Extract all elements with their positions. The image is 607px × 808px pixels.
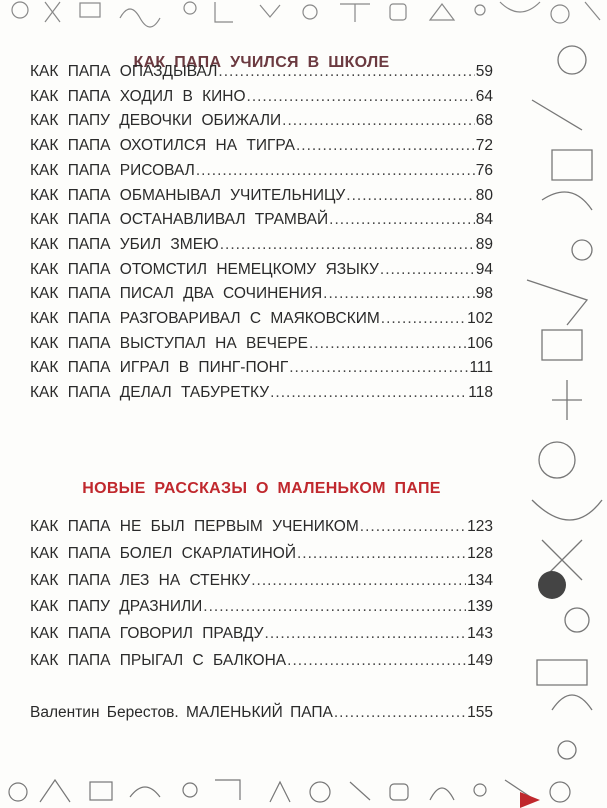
entry-page: 59	[475, 63, 493, 80]
entry-title: КАК ПАПА ОБМАНЫВАЛ УЧИТЕЛЬНИЦУ	[30, 186, 346, 204]
dot-leader	[309, 335, 466, 353]
toc-entry[interactable]	[30, 310, 493, 328]
entry-page: 89	[475, 235, 493, 253]
dot-leader	[270, 384, 467, 402]
toc-entry[interactable]	[30, 88, 493, 106]
entry-title: КАК ПАПА ГОВОРИЛ ПРАВДУ	[30, 625, 264, 643]
dot-leader	[289, 359, 468, 377]
entry-page: 94	[475, 260, 493, 278]
dot-leader	[297, 545, 466, 563]
entry-title: КАК ПАПА ОСТАНАВЛИВАЛ ТРАМВАЙ	[30, 211, 329, 229]
toc-entry[interactable]	[30, 112, 493, 130]
entry-page: 84	[475, 211, 493, 229]
dot-leader	[287, 652, 466, 670]
toc-entry[interactable]	[30, 384, 493, 402]
entry-page: 149	[467, 652, 493, 669]
entry-page: 111	[469, 359, 493, 377]
entry-page: 118	[468, 384, 493, 402]
dot-leader	[323, 285, 475, 303]
entry-title: Валентин Берестов. МАЛЕНЬКИЙ ПАПА	[30, 704, 333, 721]
entry-page: 64	[475, 87, 493, 105]
toc-entry[interactable]	[30, 162, 493, 180]
entry-title: КАК ПАПА ДЕЛАЛ ТАБУРЕТКУ	[30, 384, 270, 402]
toc-entry[interactable]	[30, 63, 493, 81]
toc-entry[interactable]	[30, 335, 493, 353]
toc-entry[interactable]	[30, 652, 493, 670]
entry-title: КАК ПАПА ПРЫГАЛ С БАЛКОНА	[30, 652, 287, 669]
toc-entry[interactable]	[30, 285, 493, 303]
dot-leader	[296, 137, 475, 155]
entry-title: КАК ПАПА ВЫСТУПАЛ НА ВЕЧЕРЕ	[30, 334, 309, 352]
entry-title: КАК ПАПА ХОДИЛ В КИНО	[30, 87, 246, 105]
dot-leader	[218, 63, 474, 81]
dot-leader	[380, 261, 475, 279]
dot-leader	[381, 310, 466, 328]
toc-entry[interactable]	[30, 518, 493, 536]
entry-title: КАК ПАПА БОЛЕЛ СКАРЛАТИНОЙ	[30, 544, 296, 562]
dot-leader	[334, 704, 466, 722]
entry-page: 155	[467, 704, 493, 721]
entry-title: КАК ПАПУ ДЕВОЧКИ ОБИЖАЛИ	[30, 112, 282, 130]
entry-page: 139	[467, 598, 493, 616]
toc-entry[interactable]	[30, 598, 493, 616]
entry-title: КАК ПАПА РАЗГОВАРИВАЛ С МАЯКОВСКИМ	[30, 310, 380, 327]
toc-entry[interactable]	[30, 572, 493, 590]
section-heading-new-stories: НОВЫЕ РАССКАЗЫ О МАЛЕНЬКОМ ПАПЕ	[82, 480, 441, 497]
entry-title: КАК ПАПУ ДРАЗНИЛИ	[30, 598, 203, 616]
entry-title: КАК ПАПА ЛЕЗ НА СТЕНКУ	[30, 571, 251, 589]
entry-title: КАК ПАПА ОХОТИЛСЯ НА ТИГРА	[30, 137, 295, 155]
entry-page: 102	[467, 310, 493, 327]
dot-leader	[196, 162, 475, 180]
doodle-border-right	[512, 0, 607, 808]
toc-entry[interactable]	[30, 261, 493, 279]
toc-entry-afterword[interactable]	[30, 704, 493, 722]
entry-title: КАК ПАПА ПИСАЛ ДВА СОЧИНЕНИЯ	[30, 285, 323, 303]
entry-title: КАК ПАПА УБИЛ ЗМЕЮ	[30, 235, 219, 253]
dot-leader	[360, 518, 466, 536]
toc-entry[interactable]	[30, 625, 493, 643]
dot-leader	[282, 112, 475, 130]
entry-page: 80	[475, 186, 493, 204]
dot-leader	[251, 572, 466, 590]
dot-leader	[247, 88, 475, 106]
entry-page: 128	[467, 544, 493, 562]
toc-entry[interactable]	[30, 187, 493, 205]
dot-leader	[346, 187, 474, 205]
entry-page: 76	[475, 161, 493, 179]
toc-entry[interactable]	[30, 545, 493, 563]
toc-entry[interactable]	[30, 359, 493, 377]
section-heading-school: КАК ПАПА УЧИЛСЯ В ШКОЛЕ	[133, 54, 390, 71]
entry-page: 98	[475, 285, 493, 303]
entry-page: 123	[467, 518, 493, 535]
entry-page: 134	[467, 571, 493, 589]
entry-title: КАК ПАПА РИСОВАЛ	[30, 161, 195, 179]
entry-page: 68	[475, 112, 493, 130]
entry-title: КАК ПАПА НЕ БЫЛ ПЕРВЫМ УЧЕНИКОМ	[30, 518, 359, 535]
entry-title: КАК ПАПА ОПАЗДЫВАЛ	[30, 63, 218, 80]
entry-page: 72	[475, 137, 493, 155]
entry-page: 143	[467, 625, 493, 643]
dot-leader	[203, 598, 466, 616]
dot-leader	[329, 211, 475, 229]
toc-entry[interactable]	[30, 211, 493, 229]
doodle-border-bottom	[0, 772, 607, 808]
entry-title: КАК ПАПА ИГРАЛ В ПИНГ-ПОНГ	[30, 359, 289, 377]
dot-leader	[265, 625, 467, 643]
entry-title: КАК ПАПА ОТОМСТИЛ НЕМЕЦКОМУ ЯЗЫКУ	[30, 260, 379, 278]
toc-entry[interactable]	[30, 236, 493, 254]
toc-entry[interactable]	[30, 137, 493, 155]
dot-leader	[220, 236, 475, 254]
entry-page: 106	[467, 334, 493, 352]
